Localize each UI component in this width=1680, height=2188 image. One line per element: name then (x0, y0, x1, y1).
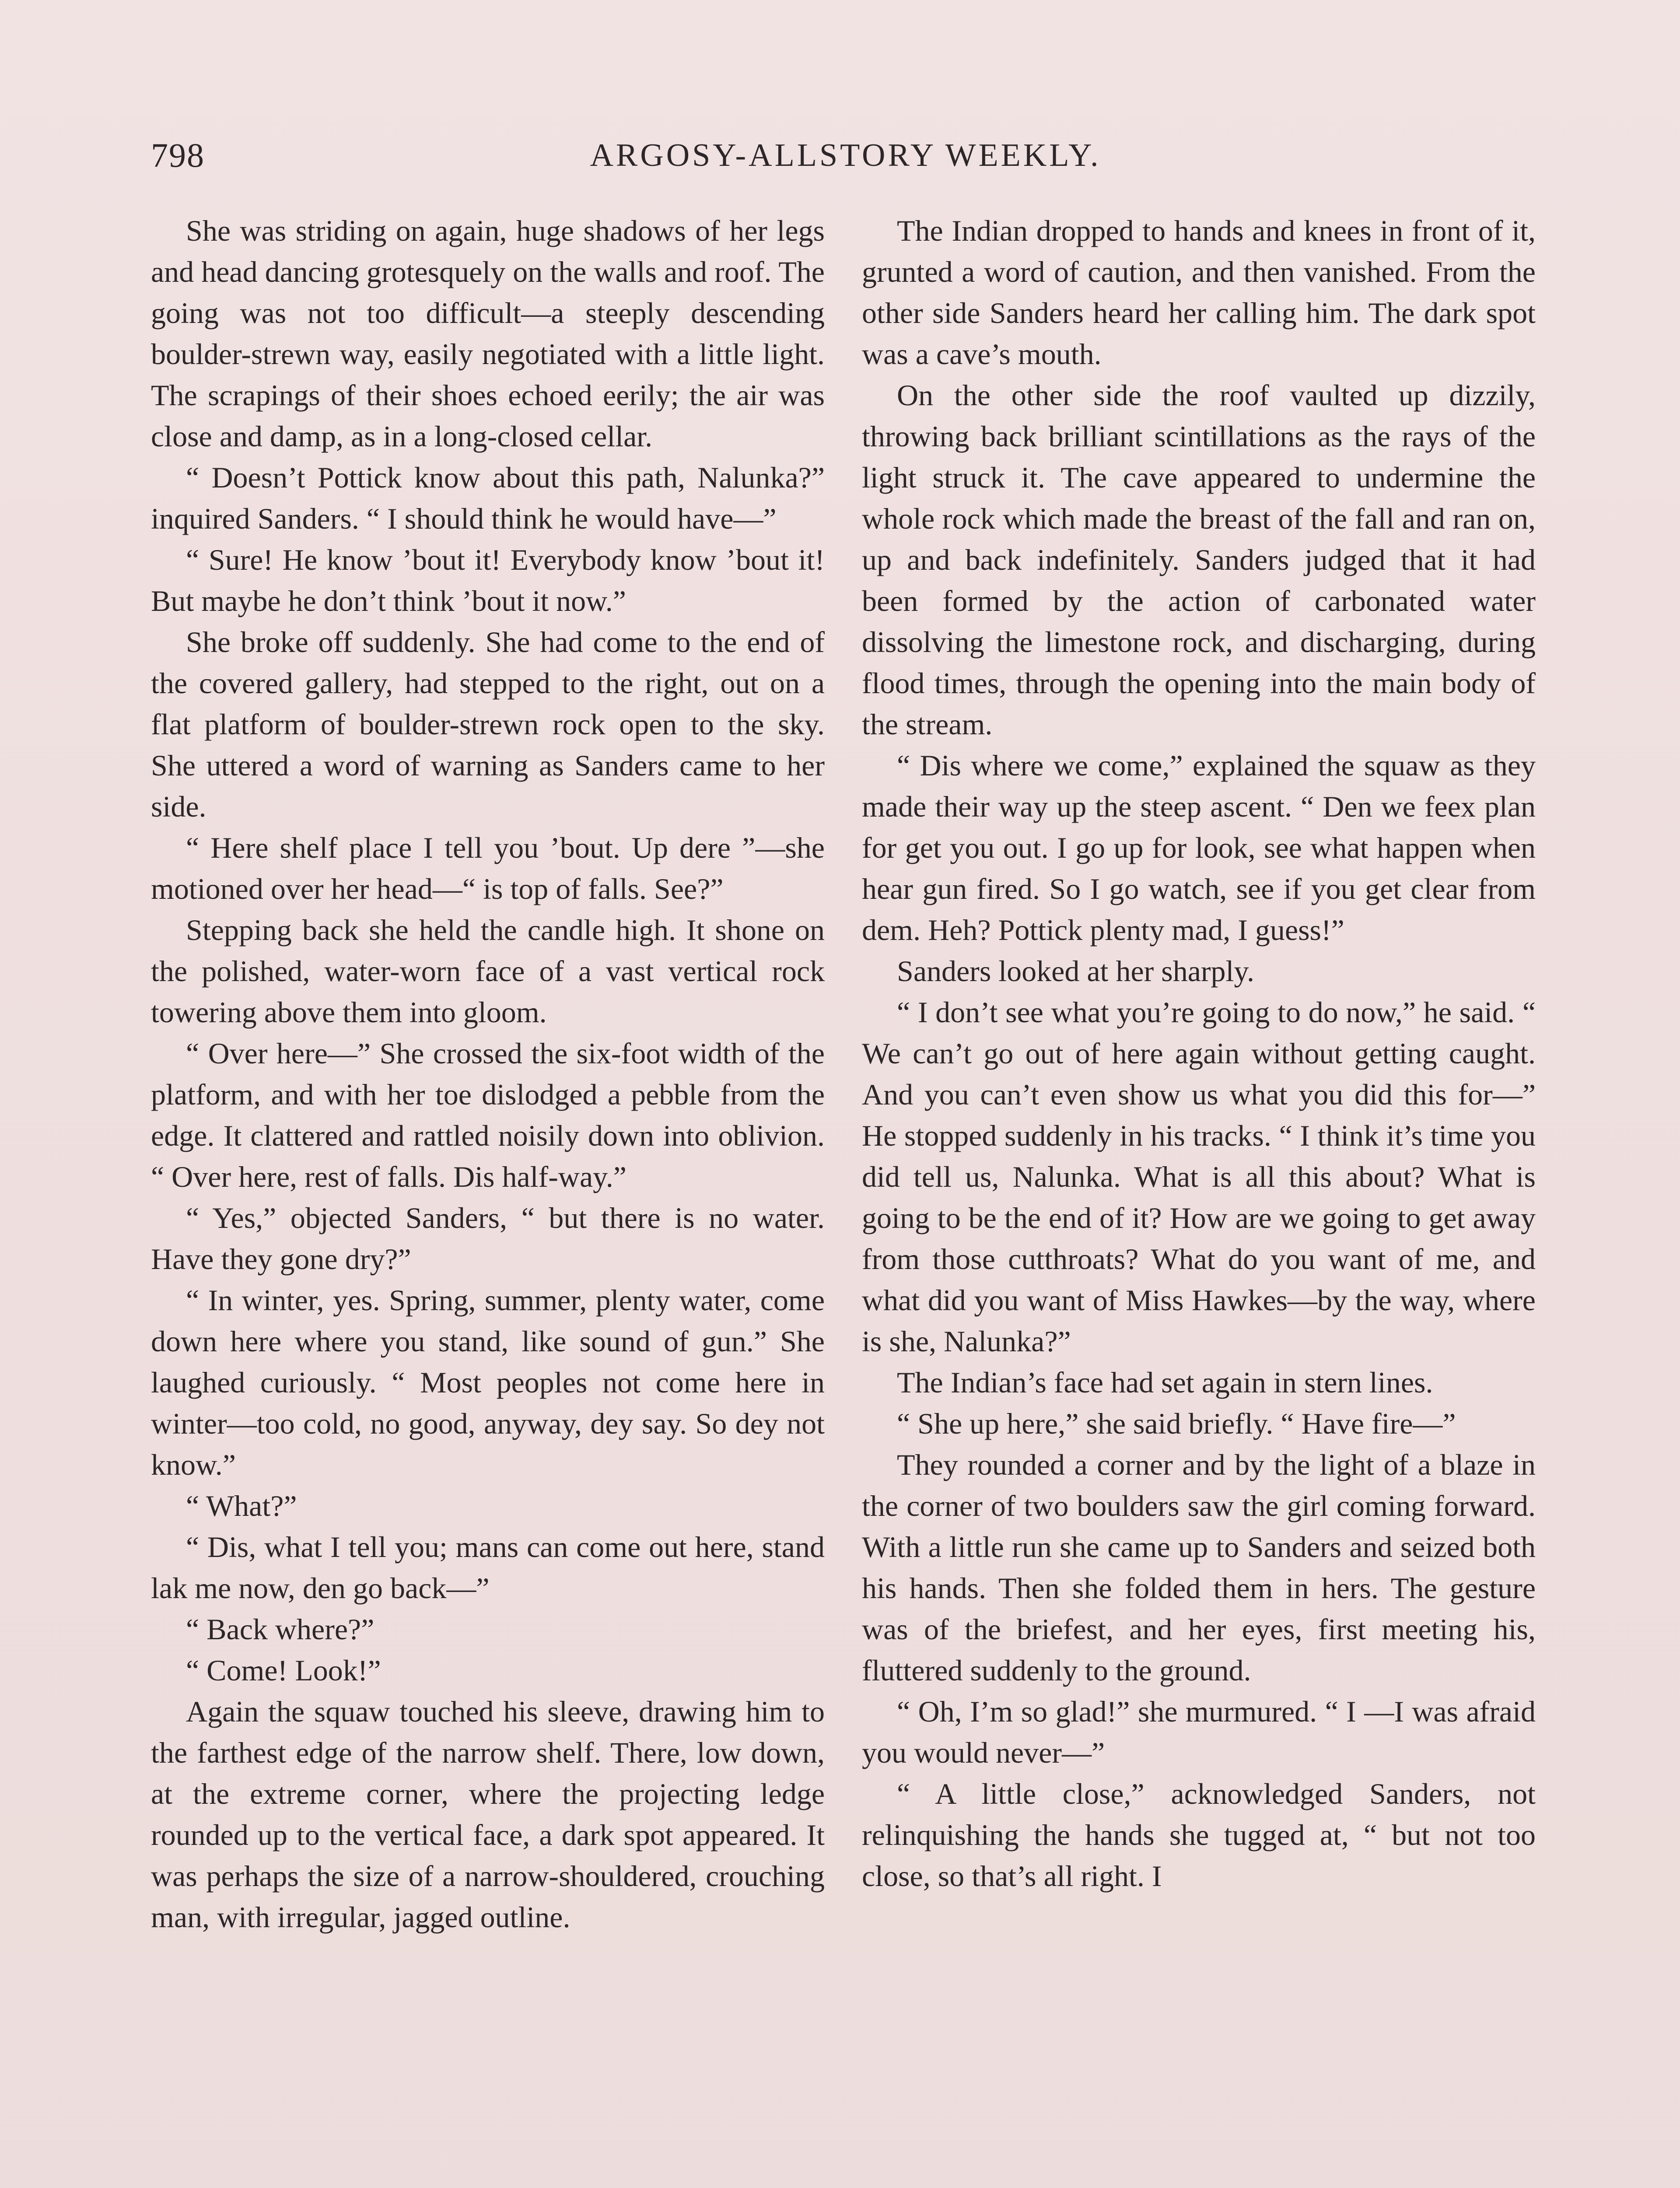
paragraph: She broke off suddenly. She had come to the end of the covered gallery, had stepped to the right, out on a flat platform of boulder-strewn rock open to the sky. She uttered a word of warning as Sanders came to her side. (151, 625, 825, 823)
right-column (862, 210, 1536, 1897)
paragraph: “ In winter, yes. Spring, summer, plenty water, come down here where you stand, like sound of gun.” She laughed curiously. “ Most peoples not come here in winter—too cold, no good, anyway, dey say. So dey not know.” (151, 1283, 825, 1481)
paragraph: “ Yes,” objected Sanders, “ but there is no water. Have they gone dry?” (151, 1201, 825, 1276)
paragraph: Again the squaw touched his sleeve, drawing him to the farthest edge of the narrow shelf. There, low down, at the extreme corner, where the projecting ledge rounded up to the vertical face, a dark spot appeared. It was perhaps the size of a narrow-shouldered, crouching man, with irregular, jagged outline. (151, 1695, 825, 1934)
paragraph: “ Oh, I’m so glad!” she murmured. “ I —I was afraid you would never—” (862, 1695, 1536, 1769)
paragraph: “ Here shelf place I tell you ’bout. Up dere ”—she motioned over her head—“ is top of falls. See?” (151, 831, 825, 905)
paragraph: The Indian dropped to hands and knees in front of it, grunted a word of caution, and then vanished. From the other side Sanders heard her calling him. The dark spot was a cave’s mouth. (862, 214, 1536, 371)
paragraph: “ What?” (186, 1489, 297, 1522)
running-head: ARGOSY-ALLSTORY WEEKLY. (590, 137, 1101, 173)
paragraph: Sanders looked at her sharply. (897, 954, 1255, 988)
paragraph: “ A little close,” acknowledged Sanders, not relinquishing the hands she tugged at, “ but not too close, so that’s all right. I (862, 1777, 1536, 1893)
paragraph: “ Come! Look!” (186, 1654, 381, 1687)
paragraph: “ Dis, what I tell you; mans can come out here, stand lak me now, den go back—” (151, 1530, 825, 1605)
paragraph: “ Dis where we come,” explained the squaw as they made their way up the steep ascent. “ Den we feex plan for get you out. I go up for look, see what happen when hear gun fired. So I go watch, see if you get clear from dem. Heh? Pottick plenty mad, I guess!” (862, 749, 1536, 947)
paragraph: On the other side the roof vaulted up dizzily, throwing back brilliant scintillations as the rays of the light struck it. The cave appeared to undermine the whole rock which made the breast of the fall and ran on, up and back indefinitely. Sanders judged that it had been formed by the action of carbonated water dissolving the limestone rock, and discharging, during flood times, through the opening into the main body of the stream. (862, 379, 1536, 741)
page-header (151, 131, 1540, 184)
paragraph: “ Over here—” She crossed the six-foot width of the platform, and with her toe dislodged a pebble from the edge. It clattered and rattled noisily down into oblivion. “ Over here, rest of falls. Dis half-way.” (151, 1037, 825, 1193)
paragraph: “ I don’t see what you’re going to do now,” he said. “ We can’t go out of here again without getting caught. And you can’t even show us what you did this for—” He stopped suddenly in his tracks. “ I think it’s time you did tell us, Nalunka. What is all this about? What is going to be the end of it? How are we going to get away from those cutthroats? What do you want of me, and what did you want of Miss Hawkes—by the way, where is she, Nalunka?” (862, 996, 1536, 1358)
left-column (151, 210, 825, 1938)
paragraph: “ Back where?” (186, 1613, 374, 1646)
paragraph: She was striding on again, huge shadows of her legs and head dancing grotesquely on the walls and roof. The going was not too difficult—a steeply descending boulder-strewn way, easily negotiated with a little light. The scrapings of their shoes echoed eerily; the air was close and damp, as in a long-closed cellar. (151, 214, 825, 453)
page-number: 798 (151, 136, 205, 174)
paragraph: “ She up here,” she said briefly. “ Have fire—” (897, 1407, 1456, 1440)
paragraph: The Indian’s face had set again in stern lines. (897, 1366, 1433, 1399)
paragraph: Stepping back she held the candle high. It shone on the polished, water-worn face of a vast vertical rock towering above them into gloom. (151, 913, 825, 1029)
paragraph: “ Doesn’t Pottick know about this path, Nalunka?” inquired Sanders. “ I should think he would have—” (151, 461, 825, 535)
paragraph: “ Sure! He know ’bout it! Everybody know ’bout it! But maybe he don’t think ’bout it now.” (151, 543, 825, 617)
paragraph: They rounded a corner and by the light of a blaze in the corner of two boulders saw the girl coming forward. With a little run she came up to Sanders and seized both his hands. Then she folded them in hers. The gesture was of the briefest, and her eyes, first meeting his, fluttered suddenly to the ground. (862, 1448, 1536, 1687)
